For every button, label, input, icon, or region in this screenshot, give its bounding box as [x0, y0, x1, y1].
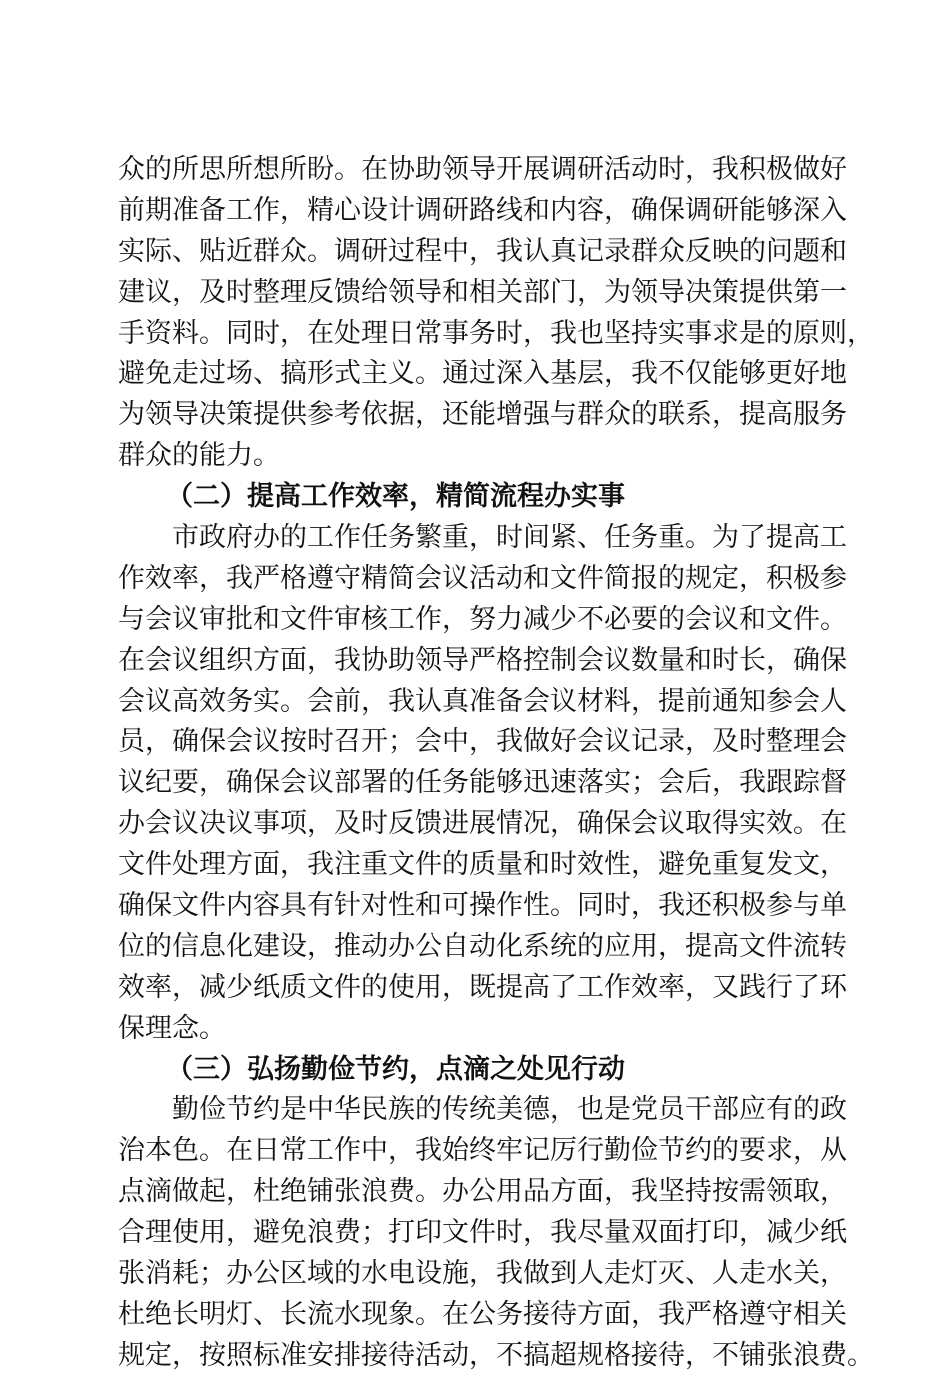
- paragraph-1: [118, 150, 874, 477]
- section-3: [118, 1050, 874, 1377]
- section-heading: （二）提高工作效率，精简流程办实事: [166, 481, 625, 513]
- text-line: 张消耗；办公区域的水电设施，我做到人走灯灭、人走水关，: [118, 1258, 847, 1290]
- text-line: 确保文件内容具有针对性和可操作性。同时，我还积极参与单: [118, 890, 847, 922]
- text-line: 市政府办的工作任务繁重，时间紧、任务重。为了提高工: [172, 522, 847, 554]
- text-line: 与会议审批和文件审核工作，努力减少不必要的会议和文件。: [118, 603, 847, 635]
- text-line: 建议，及时整理反馈给领导和相关部门，为领导决策提供第一: [118, 276, 847, 308]
- text-line: 前期准备工作，精心设计调研路线和内容，确保调研能够深入: [118, 194, 847, 226]
- text-line: 效率，减少纸质文件的使用，既提高了工作效率，又践行了环: [118, 971, 847, 1003]
- text-line: 避免走过场、搞形式主义。通过深入基层，我不仅能够更好地: [118, 358, 847, 390]
- text-line: 合理使用，避免浪费；打印文件时，我尽量双面打印，减少纸: [118, 1217, 847, 1249]
- text-line: 群众的能力。: [118, 440, 280, 472]
- text-line: 议纪要，确保会议部署的任务能够迅速落实；会后，我跟踪督: [118, 767, 847, 799]
- section-heading: （三）弘扬勤俭节约，点滴之处见行动: [166, 1053, 625, 1085]
- text-line: 办会议决议事项，及时反馈进展情况，确保会议取得实效。在: [118, 808, 847, 840]
- text-line: 为领导决策提供参考依据，还能增强与群众的联系，提高服务: [118, 399, 847, 431]
- document-page: [118, 150, 874, 1377]
- section-2: [118, 477, 847, 1049]
- text-line: 文件处理方面，我注重文件的质量和时效性，避免重复发文，: [118, 849, 847, 881]
- text-line: 杜绝长明灯、长流水现象。在公务接待方面，我严格遵守相关: [118, 1298, 847, 1330]
- text-line: 规定，按照标准安排接待活动，不搞超规格接待，不铺张浪费。: [118, 1339, 874, 1371]
- text-line: 众的所思所想所盼。在协助领导开展调研活动时，我积极做好: [118, 154, 847, 185]
- text-line: 点滴做起，杜绝铺张浪费。办公用品方面，我坚持按需领取，: [118, 1176, 847, 1208]
- text-line: 勤俭节约是中华民族的传统美德，也是党员干部应有的政: [172, 1094, 847, 1126]
- text-line: 保理念。: [118, 1012, 226, 1044]
- text-line: 实际、贴近群众。调研过程中，我认真记录群众反映的问题和: [118, 235, 847, 267]
- text-line: 会议高效务实。会前，我认真准备会议材料，提前通知参会人: [118, 685, 847, 717]
- text-line: 员，确保会议按时召开；会中，我做好会议记录，及时整理会: [118, 726, 847, 758]
- text-line: 位的信息化建设，推动办公自动化系统的应用，提高文件流转: [118, 930, 847, 962]
- text-line: 作效率，我严格遵守精简会议活动和文件简报的规定，积极参: [118, 562, 847, 594]
- text-line: 在会议组织方面，我协助领导严格控制会议数量和时长，确保: [118, 644, 847, 676]
- text-line: 治本色。在日常工作中，我始终牢记厉行勤俭节约的要求，从: [118, 1135, 847, 1167]
- text-line: 手资料。同时，在处理日常事务时，我也坚持实事求是的原则，: [118, 317, 874, 349]
